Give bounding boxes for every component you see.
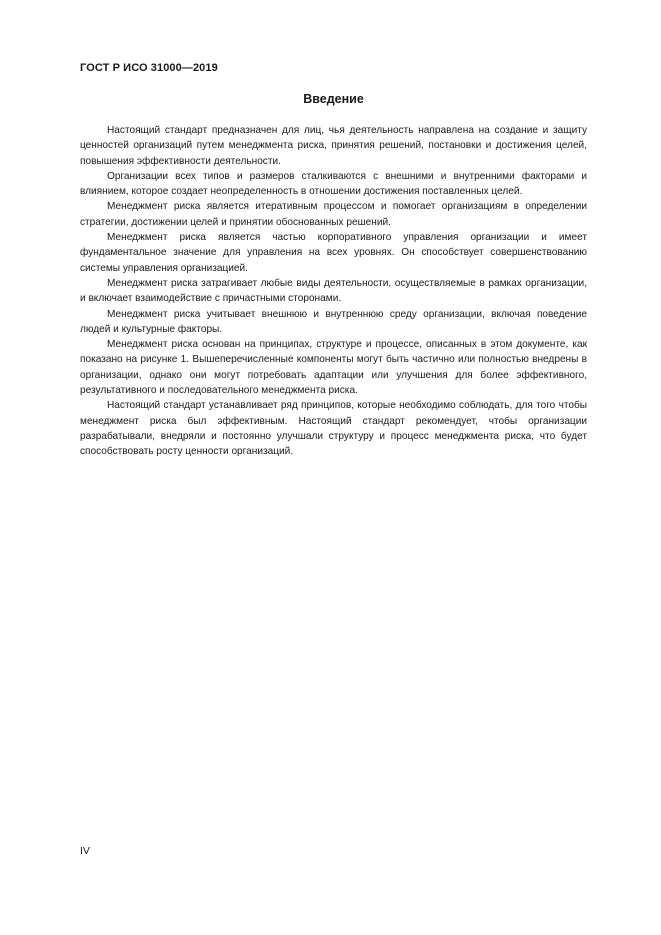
paragraph: Менеджмент риска основан на принципах, структуре и процессе, описанных в этом документе, как показано на рисунке 1. Вышеперечисленные компоненты могут быть частично или полностью внедрены в организации, однако они могут потребовать адаптации или улучшения для более эффективного, результативного и последовательного менеджмента риска. (80, 339, 587, 397)
paragraph: Организации всех типов и размеров сталкиваются с внешними и внутренними факторами и влиянием, которое создает неопределенность в отношении достижения поставленных целей. (80, 170, 587, 198)
paragraph: Менеджмент риска затрагивает любые виды деятельности, осуществляемые в рамках организации, и включает взаимодействие с причастными сторонами. (80, 277, 587, 305)
paragraph: Настоящий стандарт предназначен для лиц, чья деятельность направлена на создание и защиту ценностей организаций путем менеджмента риска, принятия решений, постановки и достижения целей, повышения эффективности деятельности. (80, 125, 587, 167)
paragraph: Менеджмент риска учитывает внешнюю и внутреннюю среду организации, включая поведение людей и культурные факторы. (80, 308, 587, 335)
body-text (80, 123, 587, 460)
document-header: ГОСТ Р ИСО 31000—2019 (80, 62, 218, 74)
section-title: Введение (303, 92, 364, 106)
page-number: IV (80, 845, 90, 857)
paragraph: Менеджмент риска является частью корпоративного управления организации и имеет фундаментальное значение для управления на всех уровнях. Он способствует совершенствованию системы управления организацией. (80, 232, 587, 274)
paragraph: Настоящий стандарт устанавливает ряд принципов, которые необходимо соблюдать, для того чтобы менеджмент риска был эффективным. Настоящий стандарт рекомендует, чтобы организации разрабатывали, внедряли и постоянно улучшали структуру и процесс менеджмента риска, что будет способствовать росту ценности организаций. (80, 400, 587, 458)
paragraph: Менеджмент риска является итеративным процессом и помогает организациям в определении стратегии, достижении целей и принятии обоснованных решений. (80, 201, 587, 228)
